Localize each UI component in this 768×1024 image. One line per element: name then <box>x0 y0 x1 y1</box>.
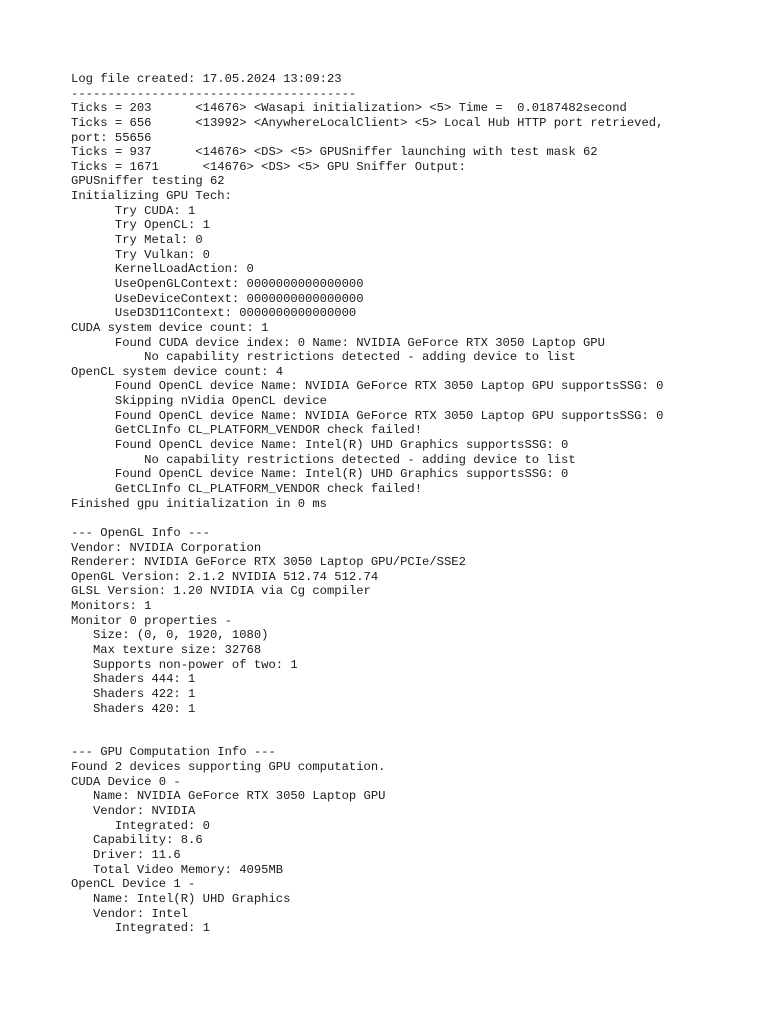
log-line: Monitor 0 properties - <box>71 613 232 628</box>
log-line: Ticks = 1671 <14676> <DS> <5> GPU Sniffer Output: <box>71 159 466 174</box>
log-line: Supports non-power of two: 1 <box>71 657 298 672</box>
log-line: OpenCL Device 1 - <box>71 877 196 892</box>
log-line: Integrated: 0 <box>71 818 210 833</box>
log-line: Name: NVIDIA GeForce RTX 3050 Laptop GPU <box>71 789 386 804</box>
log-line: Vendor: NVIDIA Corporation <box>71 540 262 555</box>
log-line: Skipping nVidia OpenCL device <box>71 394 327 409</box>
log-line: CUDA Device 0 - <box>71 774 181 789</box>
log-line: OpenCL system device count: 4 <box>71 364 284 379</box>
log-line: Vendor: Intel <box>71 906 189 921</box>
log-line: GetCLInfo CL_PLATFORM_VENDOR check failed! <box>71 423 423 438</box>
log-line: Capability: 8.6 <box>71 833 203 848</box>
log-line: UseD3D11Context: 0000000000000000 <box>71 306 357 321</box>
log-line: UseOpenGLContext: 0000000000000000 <box>71 276 364 291</box>
log-line: Found CUDA device index: 0 Name: NVIDIA GeForce RTX 3050 Laptop GPU <box>71 335 605 350</box>
log-line: UseDeviceContext: 0000000000000000 <box>71 291 364 306</box>
log-line: Size: (0, 0, 1920, 1080) <box>71 628 269 643</box>
log-line: OpenGL Version: 2.1.2 NVIDIA 512.74 512.74 <box>71 569 379 584</box>
log-line: Found OpenCL device Name: Intel(R) UHD Graphics supportsSSG: 0 <box>71 438 569 453</box>
log-line: Try Vulkan: 0 <box>71 247 210 262</box>
log-line: Vendor: NVIDIA <box>71 804 196 819</box>
log-line: Finished gpu initialization in 0 ms <box>71 496 327 511</box>
log-line: CUDA system device count: 1 <box>71 320 269 335</box>
log-line: No capability restrictions detected - adding device to list <box>71 452 576 467</box>
log-line: Driver: 11.6 <box>71 847 181 862</box>
log-line: Found OpenCL device Name: Intel(R) UHD Graphics supportsSSG: 0 <box>71 467 569 482</box>
section-heading-gpu-computation: --- GPU Computation Info --- <box>71 745 276 760</box>
log-line: Renderer: NVIDIA GeForce RTX 3050 Laptop GPU/PCIe/SSE2 <box>71 555 466 570</box>
log-line: port: 55656 <box>71 130 152 145</box>
log-line: Ticks = 203 <14676> <Wasapi initialization> <5> Time = 0.0187482second <box>71 101 627 116</box>
log-line: Try Metal: 0 <box>71 233 203 248</box>
log-line: Shaders 420: 1 <box>71 701 196 716</box>
log-separator: --------------------------------------- <box>71 86 357 101</box>
log-line: Found OpenCL device Name: NVIDIA GeForce RTX 3050 Laptop GPU supportsSSG: 0 <box>71 379 664 394</box>
log-line: Found OpenCL device Name: NVIDIA GeForce RTX 3050 Laptop GPU supportsSSG: 0 <box>71 408 664 423</box>
log-line: Monitors: 1 <box>71 599 152 614</box>
log-line: Try CUDA: 1 <box>71 203 196 218</box>
log-line: Total Video Memory: 4095MB <box>71 862 284 877</box>
log-line: Try OpenCL: 1 <box>71 218 210 233</box>
blank-line <box>71 716 760 731</box>
section-heading-opengl: --- OpenGL Info --- <box>71 525 210 540</box>
log-document <box>71 72 760 936</box>
log-line: Log file created: 17.05.2024 13:09:23 <box>71 72 342 86</box>
blank-line <box>71 731 760 746</box>
log-line: Max texture size: 32768 <box>71 642 262 657</box>
log-line: GLSL Version: 1.20 NVIDIA via Cg compiler <box>71 584 371 599</box>
log-line: Shaders 422: 1 <box>71 686 196 701</box>
log-line: Initializing GPU Tech: <box>71 189 232 204</box>
log-line: Name: Intel(R) UHD Graphics <box>71 891 291 906</box>
log-line: Integrated: 1 <box>71 921 210 936</box>
log-line: Found 2 devices supporting GPU computation. <box>71 760 386 775</box>
log-line: Shaders 444: 1 <box>71 672 196 687</box>
log-line: No capability restrictions detected - adding device to list <box>71 350 576 365</box>
log-line: Ticks = 937 <14676> <DS> <5> GPUSniffer launching with test mask 62 <box>71 145 598 160</box>
log-line: GetCLInfo CL_PLATFORM_VENDOR check failed! <box>71 481 423 496</box>
log-line: Ticks = 656 <13992> <AnywhereLocalClient> <5> Local Hub HTTP port retrieved, <box>71 115 664 130</box>
blank-line <box>71 511 760 526</box>
log-line: KernelLoadAction: 0 <box>71 262 254 277</box>
log-line: GPUSniffer testing 62 <box>71 174 225 189</box>
